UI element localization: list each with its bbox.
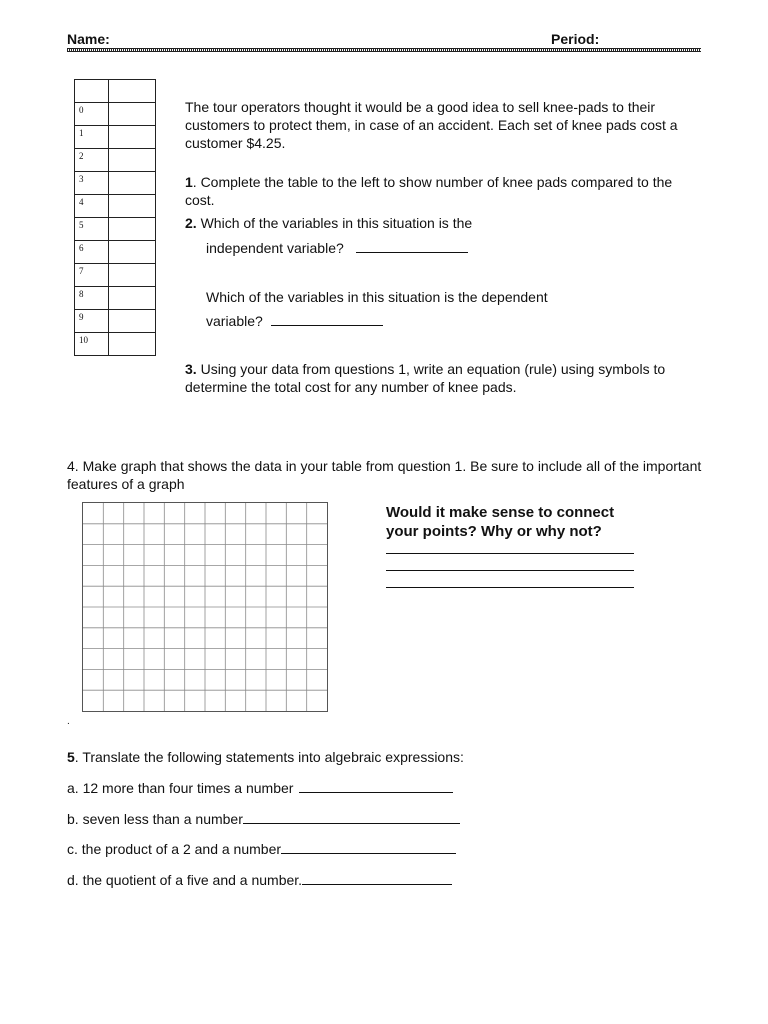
graph-grid[interactable]	[82, 502, 328, 712]
graph-grid-lines	[83, 503, 327, 711]
table-row	[75, 195, 156, 218]
table-cell-cost[interactable]	[109, 149, 156, 172]
expression-item-d-text: d. the quotient of a five and a number.	[67, 872, 303, 888]
expression-item-b	[67, 810, 460, 828]
table-cell-cost[interactable]	[109, 126, 156, 149]
table-row	[75, 80, 156, 103]
independent-variable-blank[interactable]	[356, 240, 468, 253]
question-1-number: 1	[185, 174, 193, 190]
table-cell-cost[interactable]	[109, 310, 156, 333]
table-cell-cost[interactable]	[109, 287, 156, 310]
table-cell-count: 4	[75, 195, 109, 218]
dependent-variable-blank[interactable]	[271, 313, 383, 326]
table-cell-cost[interactable]	[109, 172, 156, 195]
expression-blank-c[interactable]	[281, 841, 456, 854]
table-cell-cost[interactable]	[109, 264, 156, 287]
question-5-text: . Translate the following statements into algebraic expressions:	[74, 749, 464, 765]
table-row	[75, 241, 156, 264]
stray-mark: .	[67, 716, 70, 727]
table-cell-count: 8	[75, 287, 109, 310]
expression-blank-b[interactable]	[243, 811, 460, 824]
table-cell-count: 10	[75, 333, 109, 356]
table-cell-count	[75, 80, 109, 103]
period-label: Period:	[551, 31, 600, 47]
table-cell-count: 1	[75, 126, 109, 149]
question-3-number: 3.	[185, 361, 197, 377]
table-cell-count: 5	[75, 218, 109, 241]
question-1	[185, 173, 705, 209]
table-cell-cost[interactable]	[109, 241, 156, 264]
independent-variable-label: independent variable?	[206, 240, 344, 256]
table-row	[75, 172, 156, 195]
question-4: 4. Make graph that shows the data in your table from question 1. Be sure to include all of the important features of a graph	[67, 458, 702, 492]
question-3-text: Using your data from questions 1, write an equation (rule) using symbols to determine the total cost for any number of knee pads.	[185, 361, 666, 395]
dependent-variable-label: variable?	[206, 313, 263, 329]
answer-line-2[interactable]	[386, 570, 634, 571]
table-row	[75, 333, 156, 356]
name-label: Name:	[67, 31, 110, 47]
table-row	[75, 287, 156, 310]
expression-item-a	[67, 779, 453, 797]
knee-pad-table	[74, 79, 156, 356]
question-2-number: 2.	[185, 215, 197, 231]
question-2	[185, 214, 705, 232]
table-cell-cost[interactable]	[109, 218, 156, 241]
dependent-variable-prompt	[206, 312, 383, 330]
answer-line-1[interactable]	[386, 553, 634, 554]
dependent-variable-line1: Which of the variables in this situation is the dependent	[206, 289, 548, 305]
answer-line-3[interactable]	[386, 587, 634, 588]
question-5	[67, 748, 707, 766]
independent-variable-prompt	[206, 239, 468, 257]
table-cell-count: 3	[75, 172, 109, 195]
table-cell-count: 7	[75, 264, 109, 287]
table-cell-cost[interactable]	[109, 333, 156, 356]
expression-item-c-text: c. the product of a 2 and a number	[67, 841, 282, 857]
expression-blank-d[interactable]	[302, 872, 452, 885]
table-row	[75, 126, 156, 149]
expression-blank-a[interactable]	[299, 780, 453, 793]
expression-item-b-text: b. seven less than a number	[67, 811, 243, 827]
header-rule	[67, 48, 701, 52]
table-row	[75, 310, 156, 333]
table-row	[75, 218, 156, 241]
table-cell-count: 6	[75, 241, 109, 264]
connect-points-question: Would it make sense to connect your points? Why or why not?	[386, 504, 615, 540]
table-cell-cost[interactable]	[109, 80, 156, 103]
question-5-number: 5	[67, 749, 75, 765]
table-row	[75, 264, 156, 287]
table-row	[75, 103, 156, 126]
table-row	[75, 149, 156, 172]
expression-item-d	[67, 871, 452, 889]
question-3	[185, 360, 705, 396]
question-1-text: . Complete the table to the left to show number of knee pads compared to the cost.	[185, 174, 673, 208]
expression-item-a-text: a. 12 more than four times a number	[67, 780, 294, 796]
table-cell-count: 9	[75, 310, 109, 333]
question-2-text: Which of the variables in this situation is the	[196, 215, 473, 231]
table-cell-cost[interactable]	[109, 195, 156, 218]
table-cell-cost[interactable]	[109, 103, 156, 126]
expression-item-c	[67, 840, 456, 858]
intro-paragraph: The tour operators thought it would be a good idea to sell knee-pads to their customers to protect them, in case of an accident. Each set of knee pads cost a customer $4.25.	[185, 99, 678, 151]
table-cell-count: 0	[75, 103, 109, 126]
table-cell-count: 2	[75, 149, 109, 172]
